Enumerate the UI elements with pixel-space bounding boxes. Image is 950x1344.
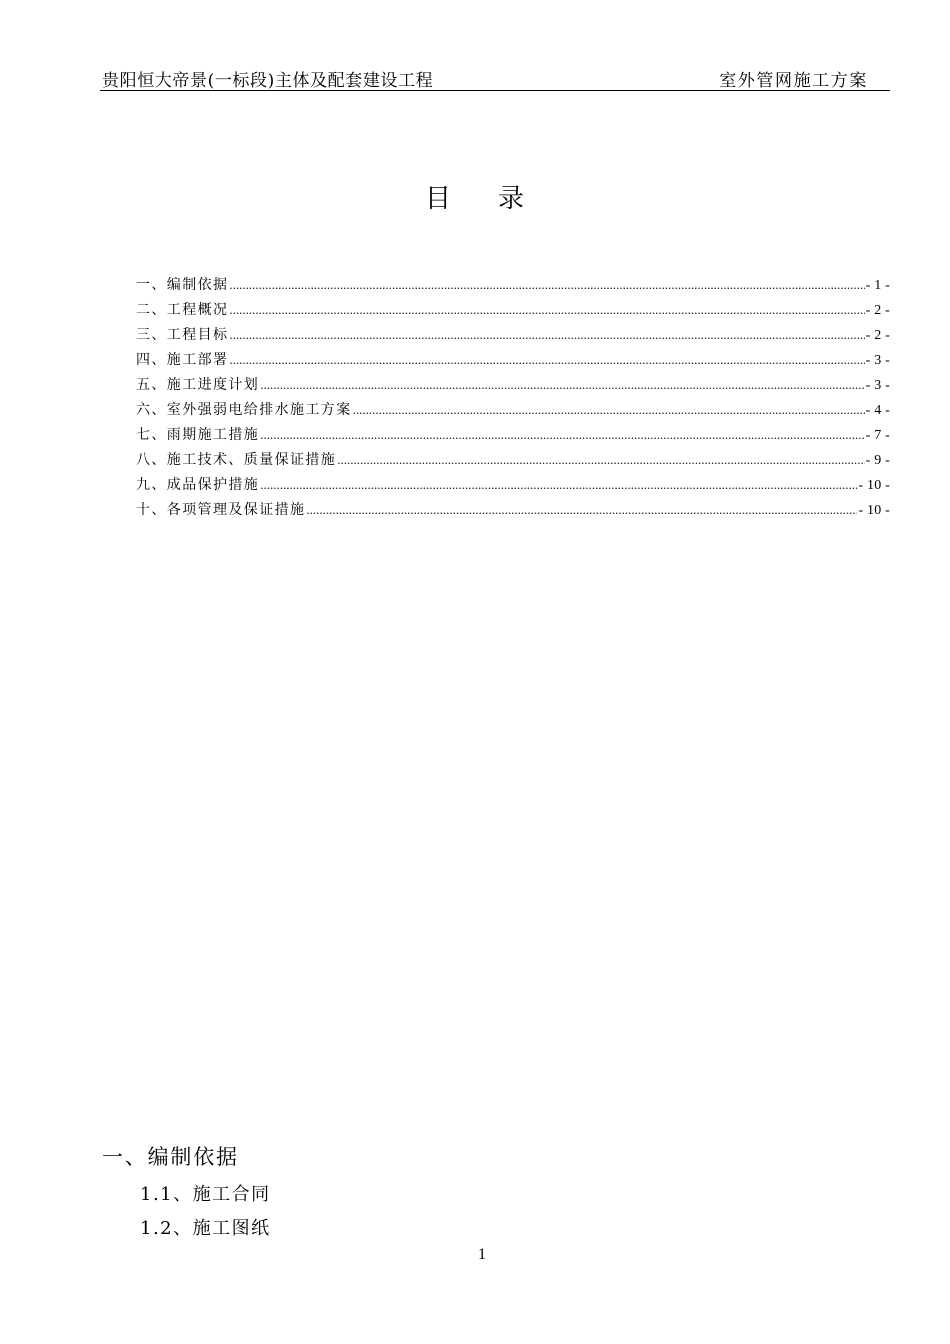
section-heading: 一、编制依据 — [102, 1145, 239, 1169]
header-project-title: 贵阳恒大帝景(一标段)主体及配套建设工程 — [102, 71, 434, 91]
toc-entry[interactable] — [136, 449, 890, 474]
toc-entry[interactable] — [136, 474, 890, 499]
toc-entry-label: 九、成品保护措施 — [136, 477, 260, 493]
page-header — [100, 64, 890, 91]
toc-entry-page: - 4 - — [865, 403, 890, 418]
toc-leader-dots — [337, 452, 864, 468]
section-item: 1.1、施工合同 — [140, 1184, 271, 1205]
toc-leader-dots — [306, 502, 857, 518]
toc-entry-page: - 2 - — [865, 328, 890, 343]
toc-entry[interactable] — [136, 349, 890, 374]
toc-entry-page: - 1 - — [865, 278, 890, 293]
toc-entry[interactable] — [136, 299, 890, 324]
toc-entry-label: 十、各项管理及保证措施 — [136, 502, 306, 518]
page-number: 1 — [478, 1246, 486, 1263]
toc-entry-page: - 3 - — [865, 378, 890, 393]
header-document-title: 室外管网施工方案 — [719, 71, 868, 91]
toc-entry-label: 四、施工部署 — [136, 352, 229, 368]
toc-leader-dots — [229, 352, 864, 368]
toc-entry-label: 二、工程概况 — [136, 302, 229, 318]
toc-entry-page: - 10 - — [858, 503, 890, 518]
toc-entry-label: 六、室外强弱电给排水施工方案 — [136, 402, 352, 418]
toc-leader-dots — [260, 477, 857, 493]
toc-entry-label: 七、雨期施工措施 — [136, 427, 260, 443]
toc-leader-dots — [229, 327, 864, 343]
toc-title-part1: 目 — [424, 184, 452, 214]
toc-leader-dots — [260, 427, 864, 443]
toc-leader-dots — [260, 377, 864, 393]
toc-entry[interactable] — [136, 499, 890, 524]
toc-entry-label: 三、工程目标 — [136, 327, 229, 343]
toc-entry[interactable] — [136, 274, 890, 299]
toc-entry-page: - 9 - — [865, 453, 890, 468]
toc-entry-label: 八、施工技术、质量保证措施 — [136, 452, 337, 468]
section-item: 1.2、施工图纸 — [140, 1218, 271, 1239]
toc-entry-page: - 3 - — [865, 353, 890, 368]
toc-entry-label: 一、编制依据 — [136, 277, 229, 293]
toc-title-part2: 录 — [498, 184, 526, 214]
toc-leader-dots — [229, 277, 864, 293]
toc-leader-dots — [229, 302, 864, 318]
toc-title — [0, 178, 950, 215]
toc-entry[interactable] — [136, 324, 890, 349]
toc-entry[interactable] — [136, 374, 890, 399]
toc-entry-label: 五、施工进度计划 — [136, 377, 260, 393]
toc-leader-dots — [353, 402, 865, 418]
toc-entry-page: - 10 - — [858, 478, 890, 493]
table-of-contents — [136, 274, 890, 524]
toc-entry[interactable] — [136, 399, 890, 424]
toc-entry-page: - 2 - — [865, 303, 890, 318]
toc-entry[interactable] — [136, 424, 890, 449]
toc-entry-page: - 7 - — [865, 428, 890, 443]
